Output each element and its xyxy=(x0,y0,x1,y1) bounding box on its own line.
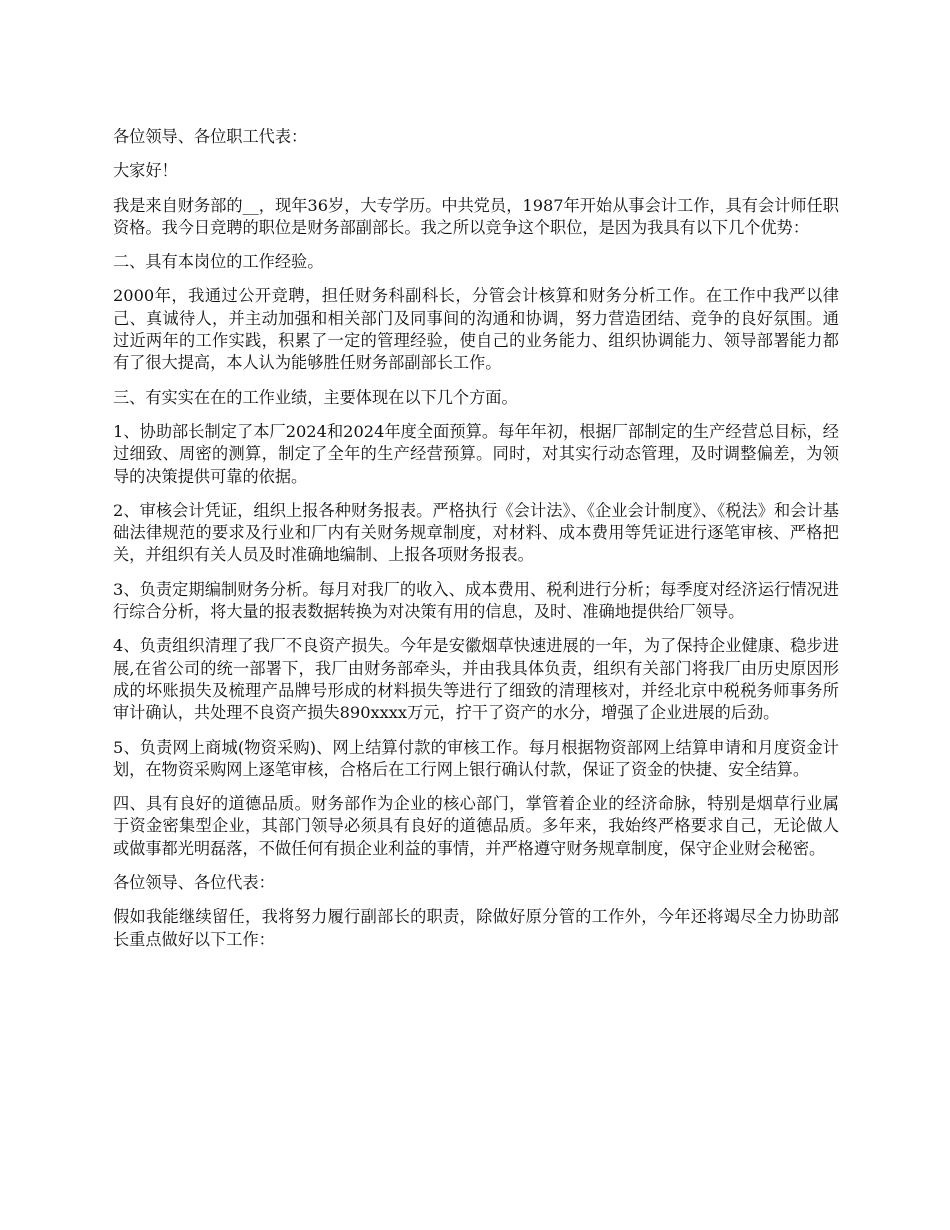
achievement-item-2: 2、审核会计凭证，组织上报各种财务报表。严格执行《会计法》、《企业会计制度》、《税法》和会计基础法律规范的要求及行业和厂内有关财务规章制度，对材料、成本费用等凭证进行逐笔审核、严格把关，并组织有关人员及时准确地编制、上报各项财务报表。 xyxy=(113,500,839,565)
ethics-paragraph: 四、具有良好的道德品质。财务部作为企业的核心部门，掌管着企业的经济命脉，特别是烟草行业属于资金密集型企业，其部门领导必须具有良好的道德品质。多年来，我始终严格要求自己，无论做人或做事都光明磊落，不做任何有损企业利益的事情，并严格遵守财务规章制度，保守企业财会秘密。 xyxy=(113,794,839,858)
greeting: 大家好！ xyxy=(113,161,178,181)
salutation: 各位领导、各位职工代表： xyxy=(113,127,308,146)
achievement-item-5: 5、负责网上商城(物资采购)、网上结算付款的审核工作。每月根据物资部网上结算申请和月度资金计划，在物资采购网上逐笔审核，合格后在工行网上银行确认付款，保证了资金的快捷、安全结算。 xyxy=(113,737,839,779)
achievement-item-1: 1、协助部长制定了本厂2024和2024年度全面预算。每年年初，根据厂部制定的生产经营总目标，经过细致、周密的测算，制定了全年的生产经营预算。同时，对其实行动态管理，及时调整偏差，为领导的决策提供可靠的依据。 xyxy=(113,421,839,486)
section-heading-achievements: 三、有实实在在的工作业绩，主要体现在以下几个方面。 xyxy=(113,387,518,407)
achievement-item-4: 4、负责组织清理了我厂不良资产损失。今年是安徽烟草快速进展的一年，为了保持企业健康、稳步进展,在省公司的统一部署下，我厂由财务部牵头，并由我具体负责，组织有关部门将我厂由历史原因形成的坏账损失及梳理产品牌号形成的材料损失等进行了细致的清理核对，并经北京中税税务师事务所审计确认，共处理不良资产损失890xxxx万元，拧干了资产的水分，增强了企业进展的后劲。 xyxy=(113,636,839,723)
experience-paragraph: 2000年，我通过公开竞聘，担任财务科副科长，分管会计核算和财务分析工作。在工作中我严以律己、真诚待人，并主动加强和相关部门及同事间的沟通和协调，努力营造团结、竞争的良好氛围。通过近两年的工作实践，积累了一定的管理经验，使自己的业务能力、组织协调能力、领导部署能力都有了很大提高，本人认为能够胜任财务部副部长工作。 xyxy=(113,286,839,373)
achievement-item-3: 3、负责定期编制财务分析。每月对我厂的收入、成本费用、税利进行分析；每季度对经济运行情况进行综合分析，将大量的报表数据转换为对决策有用的信息，及时、准确地提供给厂领导。 xyxy=(113,579,839,622)
closing-salutation: 各位领导、各位代表： xyxy=(113,873,275,893)
closing-paragraph: 假如我能继续留任，我将努力履行副部长的职责，除做好原分管的工作外，今年还将竭尽全力协助部长重点做好以下工作： xyxy=(113,907,839,949)
intro-paragraph: 我是来自财务部的__，现年36岁，大专学历。中共党员，1987年开始从事会计工作，具有会计师任职资格。我今日竞聘的职位是财务部副部长。我之所以竞争这个职位，是因为我具有以下几个优势： xyxy=(113,195,839,237)
document-body xyxy=(113,126,839,963)
section-heading-experience: 二、具有本岗位的工作经验。 xyxy=(113,252,324,272)
